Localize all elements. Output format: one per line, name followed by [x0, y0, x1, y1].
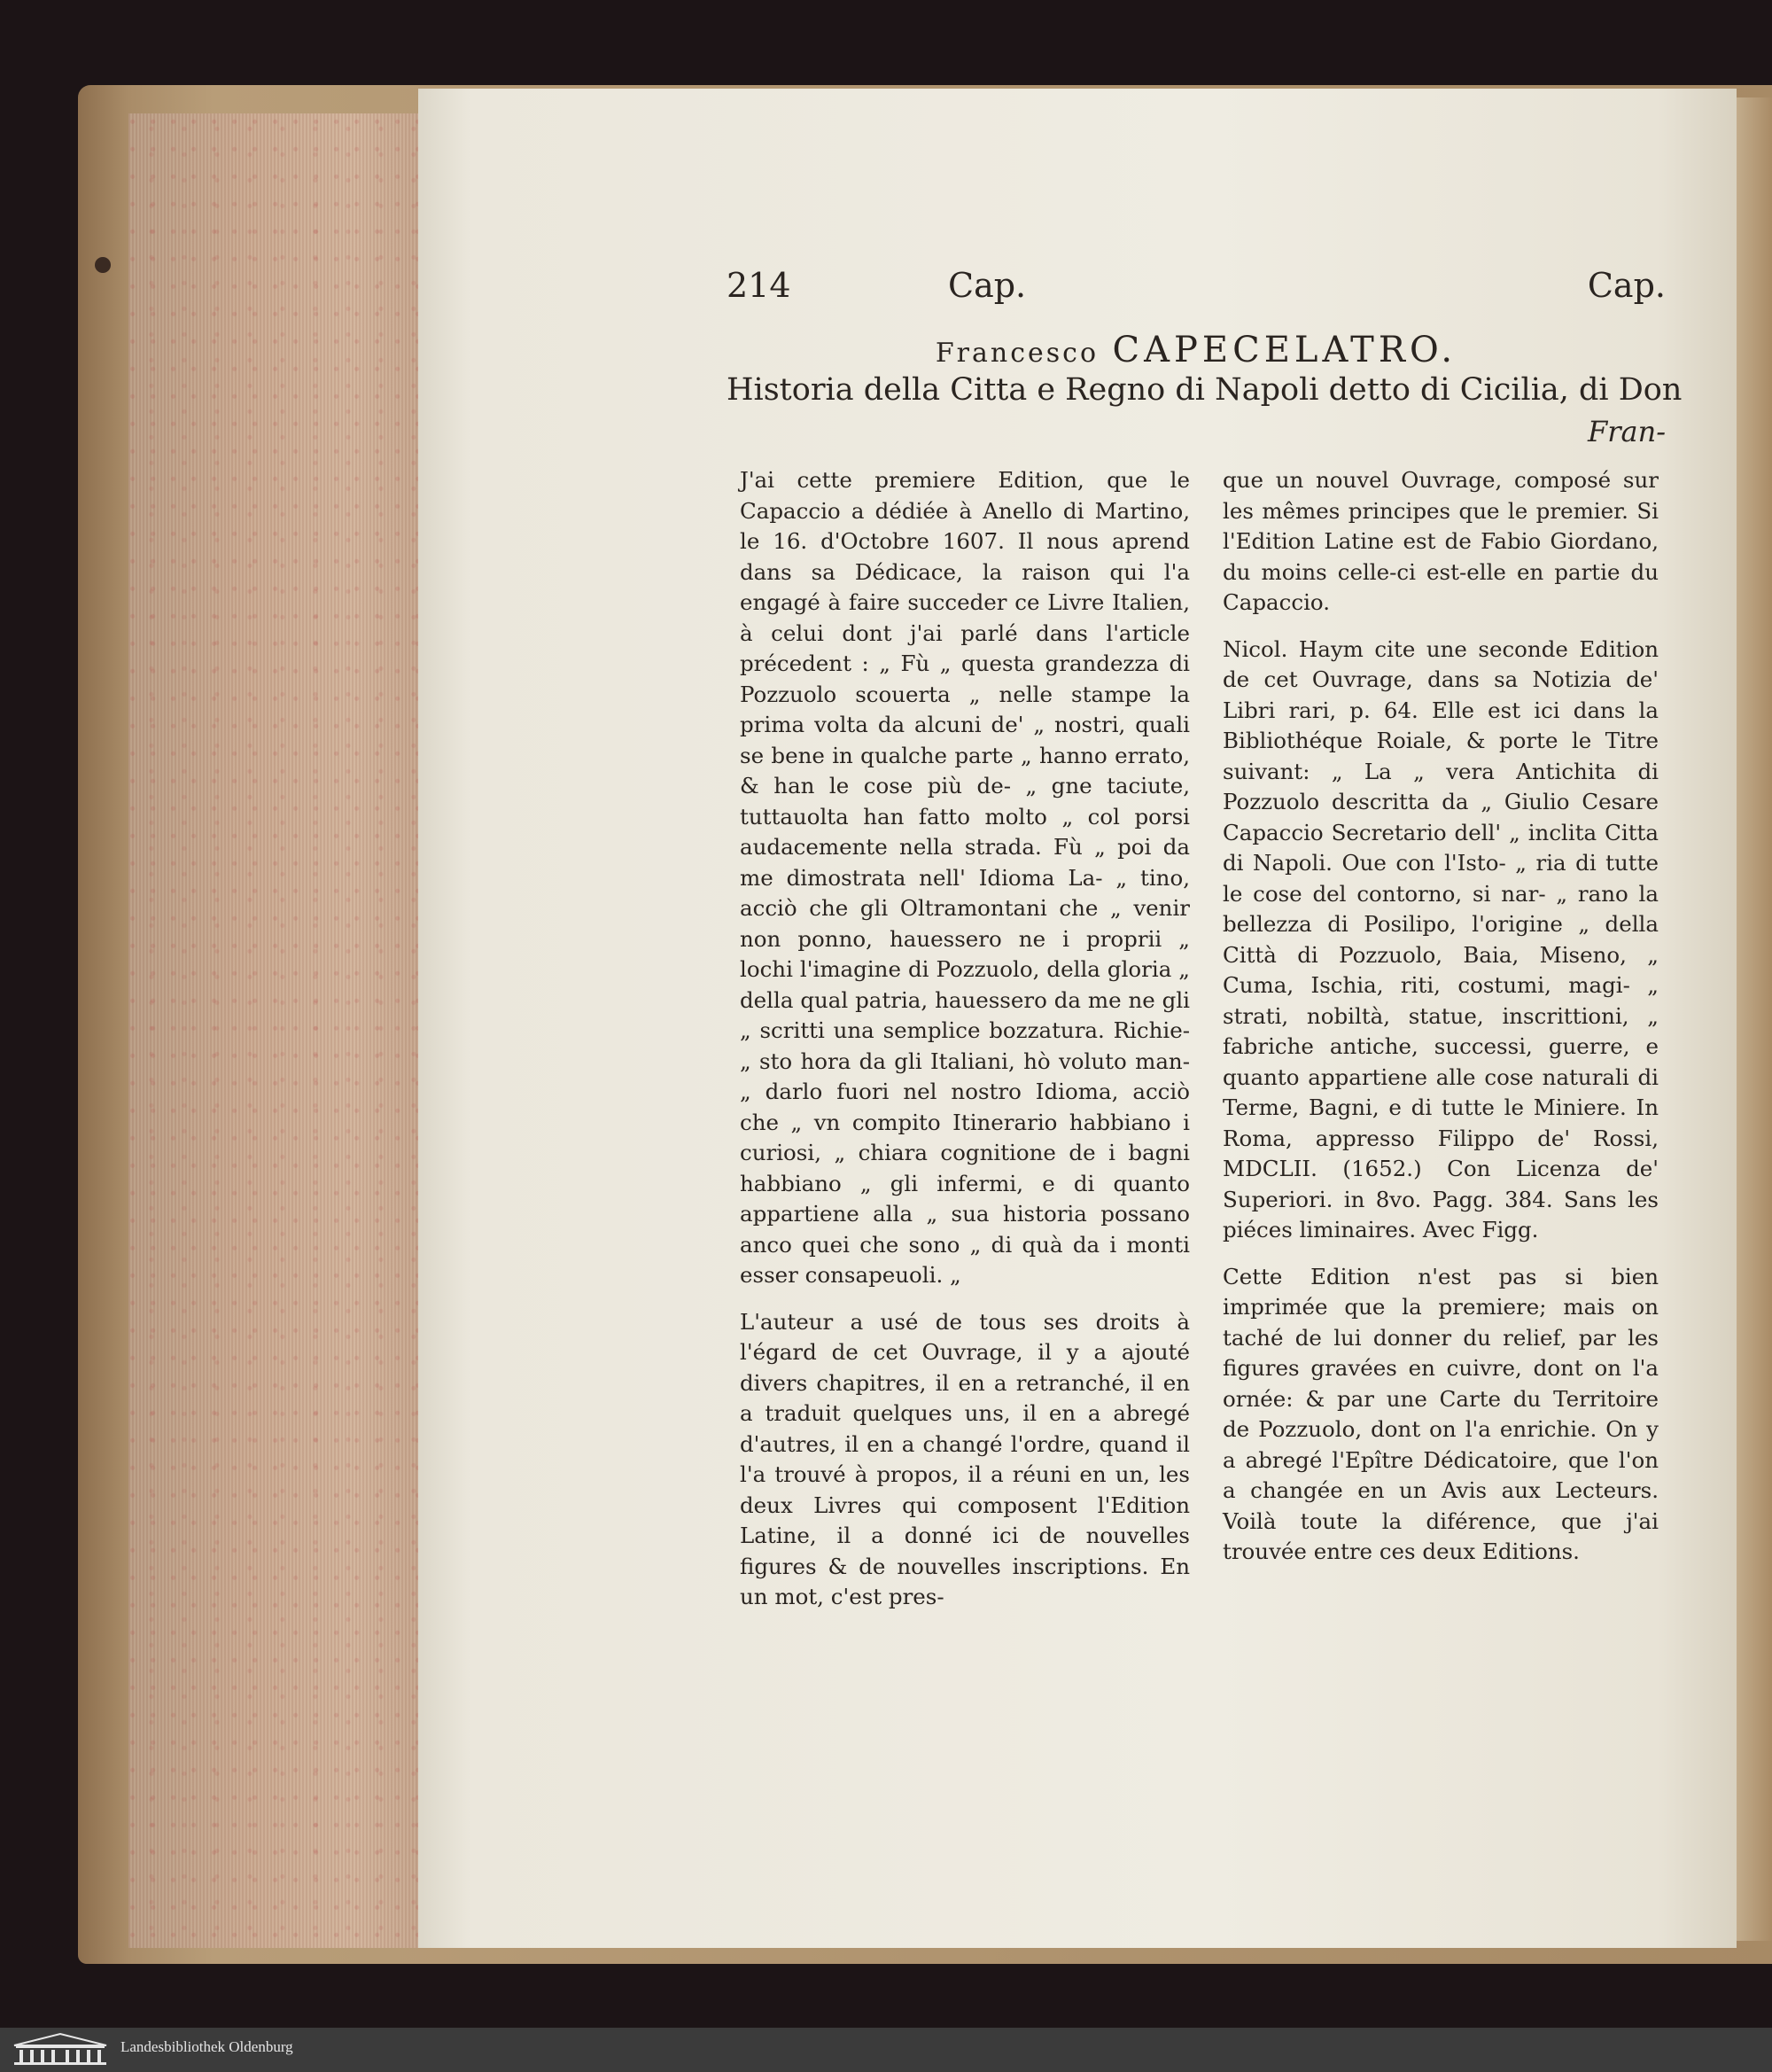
- left-paragraph-2: L'auteur a usé de tous ses droits à l'égard de cet Ouvrage, il y a ajouté divers chapitres, il en a retranché, il en a traduit quelques uns, il en a abregé d'autres, il en a changé l'ordre, quand il l'a trouvé à propos, il a réuni en un, les deux Livres qui composent l'Edition Latine, il a donné ici de nouvelles figures & de nouvelles inscriptions. En un mot, c'est pres-: [740, 1308, 1190, 1609]
- left-column: [740, 465, 1190, 1613]
- entry-author: [727, 330, 1666, 370]
- author-first-name: Francesco: [935, 338, 1100, 369]
- right-column: [1223, 465, 1659, 1568]
- right-paragraph-2: Nicol. Haym cite une seconde Edition de cet Ouvrage, dans sa Notizia de' Libri rari, p. 64. Elle est ici dans la Bibliothéque Roiale, & porte le Titre suivant: „ La „ vera Antichita di Pozzuolo descritta da „ Giulio Cesare Capaccio Secretario dell' „ inclita Citta di Napoli. Oue con l'Isto- „ ria di tutte le cose del contorno, si nar- „ rano la bellezza di Posilipo, l'origine „ della Città di Pozzuolo, Baia, Miseno, „ Cuma, Ischia, riti, costumi, magi- „ strati, nobiltà, statue, inscrittioni, „ fabriche antiche, successi, guerre, e quanto appartiene alle cose naturali di Terme, Bagni, e di tutte le Miniere. In Roma, appresso Filippo de' Rossi, MDCLII. (1652.) Con Licenza de' Superiori. in 8vo. Pagg. 384. Sans les piéces liminaires. Avec Figg.: [1223, 635, 1659, 1242]
- author-last-name: CAPECELATRO.: [1112, 330, 1457, 370]
- binding-rivet: [95, 257, 111, 273]
- running-head-right-keyword: Cap.: [1587, 266, 1666, 305]
- running-head: [727, 266, 1666, 319]
- library-building-icon: [11, 2031, 110, 2067]
- entry-title-continuation: Fran-: [1588, 415, 1666, 448]
- right-paragraph-3: Cette Edition n'est pas si bien imprimée que la premiere; mais on taché de lui donner du relief, par les figures gravées en cuivre, dont on l'a ornée: & par une Carte du Territoire de Pozzuolo, dont on l'a enrichie. On y a abregé l'Epître Dédicatoire, que l'on a changée en un Avis aux Lecteurs. Voilà toute la diférence, que j'ai trouvée entre ces deux Editions.: [1223, 1263, 1659, 1564]
- left-paragraph-1: J'ai cette premiere Edition, que le Capaccio a dédiée à Anello di Martino, le 16. d'Octobre 1607. Il nous aprend dans sa Dédicace, la raison qui l'a engagé à faire succeder ce Livre Italien, à celui dont j'ai parlé dans l'article précedent : „ Fù „ questa grandezza di Pozzuolo scouerta „ nelle stampe la prima volta da alcuni de' „ nostri, quali se bene in qualche parte „ hanno errato, & han le cose più de- „ gne taciute, tuttauolta han fatto molto „ col porsi audacemente nella strada. Fù „ poi da me dimostrata nell' Idioma La- „ tino, acciò che gli Oltramontani che „ venir non ponno, hauessero ne i proprii „ lochi l'imagine di Pozzuolo, della gloria „ della qual patria, hauessero da me ne gli „ scritti una semplice bozzatura. Richie- „ sto hora da gli Italiani, hò voluto man- „ darlo fuori nel nostro Idioma, acciò che „ vn compito Itinerario habbiano i curiosi, „ chiara cognitione de i bagni habbiano „ gli infermi, e di quanto appartiene alla „ sua historia possano anco quei che sono „ di quà da i monti esser consapeuoli. „: [740, 467, 1190, 1288]
- page-number: 214: [727, 266, 791, 305]
- library-name: Landesbibliothek Oldenburg: [120, 2038, 293, 2055]
- right-paragraph-1: que un nouvel Ouvrage, composé sur les mêmes principes que le premier. Si l'Edition Latine est de Fabio Giordano, du moins celle-ci est-elle en partie du Capaccio.: [1223, 467, 1659, 615]
- footer-bar: [0, 2028, 1772, 2072]
- entry-title: Historia della Citta e Regno di Napoli detto di Cicilia, di Don: [727, 372, 1683, 408]
- page-edges: [128, 113, 430, 1948]
- running-head-left-keyword: Cap.: [948, 266, 1027, 305]
